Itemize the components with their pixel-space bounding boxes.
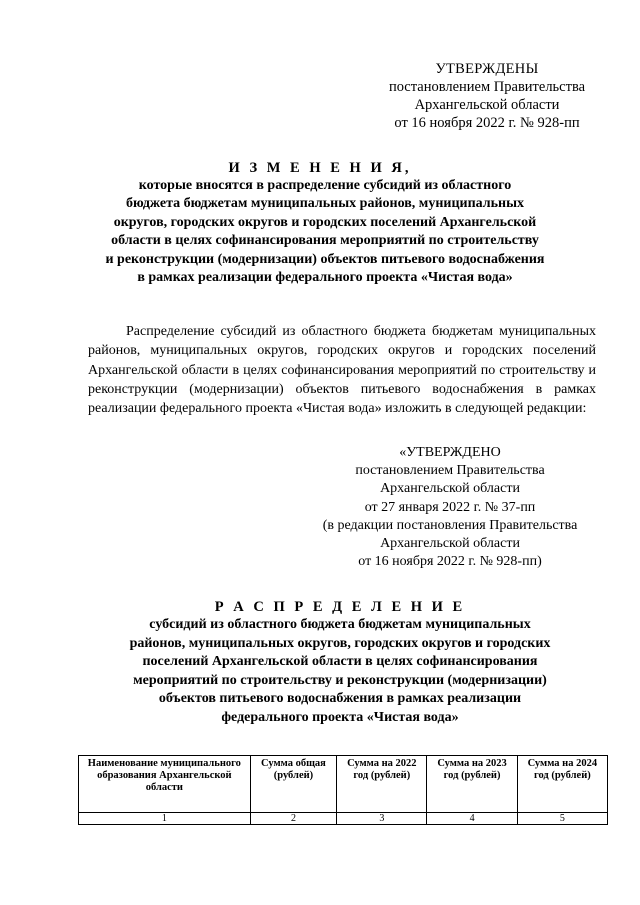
approval-stamp-middle — [300, 444, 600, 571]
subtitle-line: объектов питьевого водоснабжения в рамках реализации — [158, 691, 522, 707]
subtitle-line: поселений Архангельской области в целях софинансирования — [142, 654, 538, 670]
subtitle-line: мероприятий по строительству и реконструкции (модернизации) — [133, 672, 547, 688]
approval-line: от 27 января 2022 г. № 37-пп — [364, 499, 536, 515]
subtitle-line: федерального проекта «Чистая вода» — [221, 709, 459, 725]
column-numbering-row — [79, 813, 608, 825]
approval-stamp-top — [372, 60, 602, 132]
subtitle-line: в рамках реализации федерального проекта «Чистая вода» — [137, 270, 513, 286]
distribution-subtitle — [80, 616, 600, 728]
subtitle-line: области в целях софинансирования мероприятий по строительству — [111, 233, 539, 249]
column-number: 3 — [337, 813, 427, 825]
subtitle-line: которые вносятся в распределение субсидий из областного — [138, 178, 512, 193]
column-number: 2 — [250, 813, 336, 825]
approval-line: постановлением Правительства — [388, 79, 586, 95]
approval-line: (в редакции постановления Правительства — [322, 517, 578, 533]
approval-line: от 16 ноября 2022 г. № 928-пп) — [358, 554, 542, 570]
approval-line: постановлением Правительства — [355, 463, 545, 479]
approval-heading: УТВЕРЖДЕНЫ — [435, 61, 539, 77]
header-sum-2022: Сумма на 2022 год (рублей) — [337, 756, 427, 813]
subtitle-line: районов, муниципальных округов, городских округов и городских — [129, 635, 551, 651]
header-municipality: Наименование муниципального образования Архангельской области — [79, 756, 251, 813]
subtitle-line: округов, городских округов и городских поселений Архангельской — [113, 214, 537, 230]
subtitle-line: и реконструкции (модернизации) объектов питьевого водоснабжения — [105, 251, 545, 267]
approval-line: Архангельской области — [380, 536, 520, 552]
intro-paragraph: Распределение субсидий из областного бюджета бюджетам муниципальных районов, муниципальных округов, городских округов и городских поселений Архангельской области в целях софинансирования мероприятий по строительству и реконструкции (модернизации) объектов питьевого водоснабжения в рамках реализации федерального проекта «Чистая вода» изложить в следующей редакции: — [88, 324, 596, 417]
column-number: 1 — [79, 813, 251, 825]
subtitle-line: субсидий из областного бюджета бюджетам муниципальных — [149, 617, 531, 632]
column-number: 5 — [517, 813, 607, 825]
approval-line: Архангельской области — [414, 97, 560, 113]
column-number: 4 — [427, 813, 517, 825]
changes-subtitle — [80, 177, 570, 287]
changes-title: И З М Е Н Е Н И Я, — [228, 160, 412, 176]
header-total-sum: Сумма общая (рублей) — [250, 756, 336, 813]
subsidy-table — [78, 755, 608, 825]
header-sum-2023: Сумма на 2023 год (рублей) — [427, 756, 517, 813]
subtitle-line: бюджета бюджетам муниципальных районов, муниципальных — [125, 196, 525, 212]
distribution-title: Р А С П Р Е Д Е Л Е Н И Е — [214, 599, 466, 615]
header-sum-2024: Сумма на 2024 год (рублей) — [517, 756, 607, 813]
approval-line: от 16 ноября 2022 г. № 928-пп — [394, 115, 580, 131]
table-header-row — [79, 756, 608, 813]
approval-heading: «УТВЕРЖДЕНО — [399, 445, 501, 460]
approval-line: Архангельской области — [380, 481, 520, 497]
